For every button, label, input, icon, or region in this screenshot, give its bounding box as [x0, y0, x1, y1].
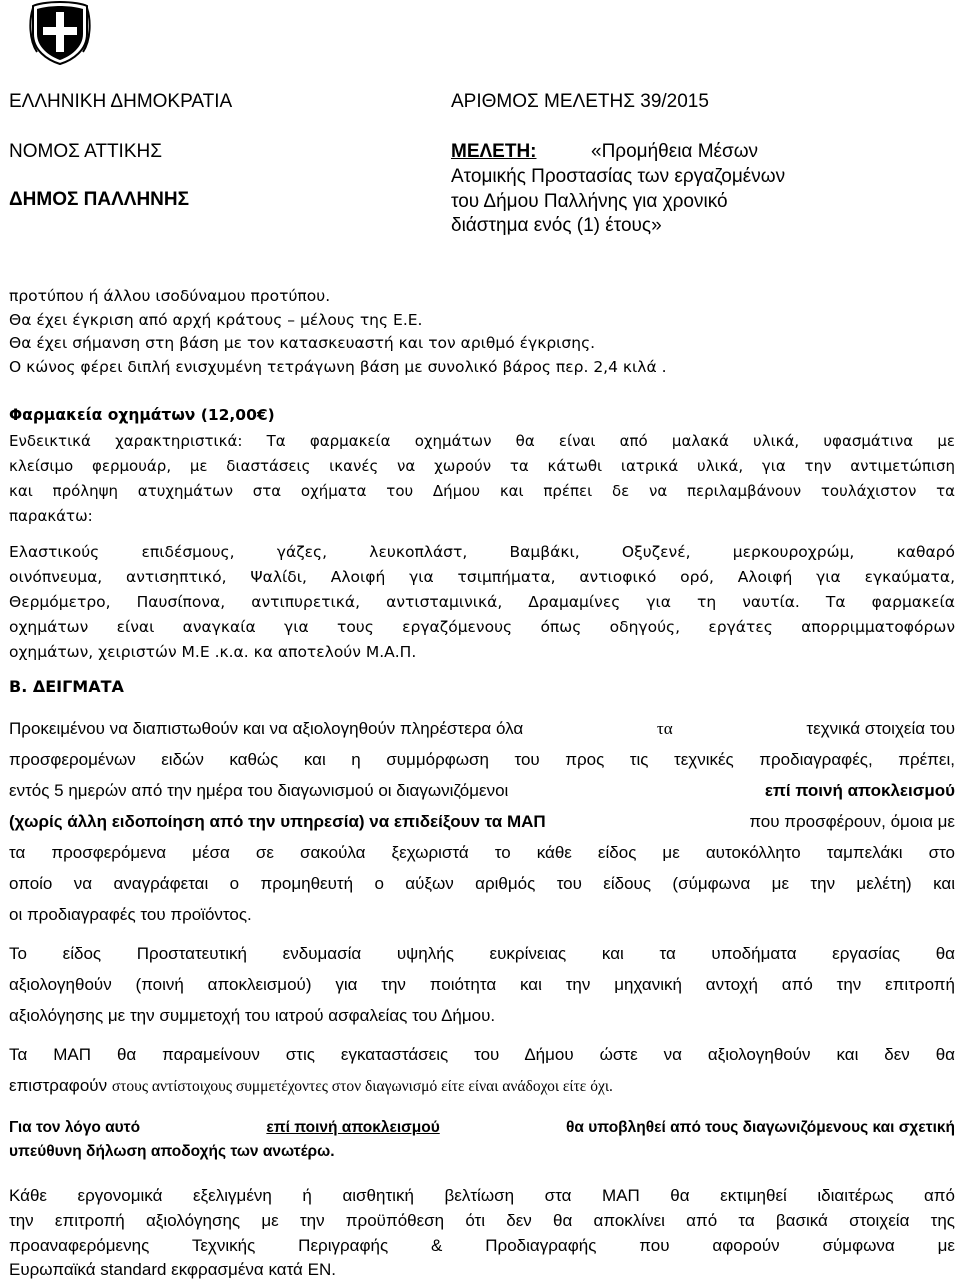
first-aid-items-line: οινόπνευμα, αντισηπτικό, Ψαλίδι, Αλοιφή για τσιμπήματα, αντιοφικό ορό, Αλοιφή για εγκαύματα,	[9, 568, 955, 586]
first-aid-text-line: κλείσιμο φερμουάρ, με διαστάσεις ικανές να χωρούν τα κάτωθι ιατρικά υλικά, για την αντιμετώπιση	[9, 457, 955, 475]
samples-text-line: την επιτροπή αξιολόγησης με την προϋπόθεση ότι δεν θα αποκλίνει από τα βασικά στοιχεία της	[9, 1211, 955, 1230]
samples-text-line: τα προσφερόμενα μέσα σε σακούλα ξεχωριστά το κάθε είδος με αυτοκόλλητο ταμπελάκι στο	[9, 843, 955, 862]
samples-text-line	[9, 1076, 613, 1096]
first-aid-title: Φαρμακεία οχημάτων (12,00€)	[9, 406, 275, 424]
intro-line: Θα έχει έγκριση από αρχή κράτους – μέλους της Ε.Ε.	[9, 311, 423, 329]
study-title-line: «Προμήθεια Μέσων	[591, 141, 759, 162]
samples-text-line	[9, 719, 955, 739]
first-aid-text-line: και πρόληψη ατυχημάτων στα οχήματα του Δήμου και πρέπει δε να περιλαμβάνουν τουλάχιστον τα	[9, 482, 955, 500]
first-aid-items-line: οχημάτων είναι αναγκαία για τους εργαζόμενους όπως οδηγούς, εργάτες απορριμματοφόρων	[9, 618, 955, 636]
samples-text-segment: που προσφέρουν, όμοια με	[749, 812, 955, 831]
study-title-line: διάστημα ενός (1) έτους»	[451, 215, 662, 236]
municipality-label: ΔΗΜΟΣ ΠΑΛΛΗΝΗΣ	[9, 189, 190, 210]
samples-text-segment: στους αντίστοιχους συμμετέχοντες στον διαγωνισμό είτε είναι ανάδοχοι είτε όχι.	[111, 1078, 613, 1095]
samples-text-line: αξιολογηθούν (ποινή αποκλεισμού) για την ποιότητα και την μηχανική αντοχή από την επιτροπή	[9, 975, 955, 994]
samples-text-line: Ευρωπαϊκά standard εκφρασμένα κατά ΕΝ.	[9, 1260, 336, 1279]
samples-text-segment: εντός 5 ημερών από την ημέρα του διαγωνισμού οι διαγωνιζόμενοι	[9, 781, 509, 800]
first-aid-items-line: Θερμόμετρο, Παυσίπονα, αντιπυρετικά, αντισταμινικά, Δραμαμίνες για τη ναυτία. Τα φαρμακεία	[9, 593, 955, 611]
samples-text-line: προσφερομένων ειδών καθώς και η συμμόρφωση του προς τις τεχνικές προδιαγραφές, πρέπει,	[9, 750, 955, 769]
first-aid-items-line: οχημάτων, χειριστών Μ.Ε .κ.α. κα αποτελούν Μ.Α.Π.	[9, 643, 417, 661]
samples-heading: Β. ΔΕΙΓΜΑΤΑ	[9, 677, 124, 696]
samples-text-line	[9, 1119, 955, 1137]
intro-line: Ο κώνος φέρει διπλή ενισχυμένη τετράγωνη βάση με συνολικό βάρος περ. 2,4 κιλά .	[9, 358, 667, 376]
samples-text-segment: επί ποινή αποκλεισμού	[764, 781, 955, 800]
first-aid-text-line: Ενδεικτικά χαρακτηριστικά: Τα φαρμακεία οχημάτων θα είναι από μαλακά υλικά, υφασμάτινα με	[9, 432, 955, 450]
study-title-line: του Δήμου Παλλήνης για χρονικό	[451, 191, 728, 212]
intro-line: προτύπου ή άλλου ισοδύναμου προτύπου.	[9, 287, 331, 305]
samples-text-segment: θα υποβληθεί από τους διαγωνιζόμενους και σχετική	[566, 1119, 955, 1136]
samples-text-segment: τεχνικά στοιχεία του	[806, 719, 955, 738]
first-aid-items-line: Ελαστικούς επιδέσμους, γάζες, λευκοπλάστ, Βαμβάκι, Οξυζενέ, μερκουροχρώμ, καθαρό	[9, 543, 955, 561]
samples-text-segment: τα	[656, 719, 673, 738]
samples-text-line: προαναφερόμενης Τεχνικής Περιγραφής & Προδιαγραφής που αφορούν σύμφωνα με	[9, 1236, 955, 1255]
samples-text-segment: επιστραφούν	[9, 1076, 108, 1095]
samples-text-line: υπεύθυνη δήλωση αποδοχής των ανωτέρω.	[9, 1143, 335, 1160]
samples-text-line: Τα ΜΑΠ θα παραμείνουν στις εγκαταστάσεις του Δήμου ώστε να αξιολογηθούν και δεν θα	[9, 1045, 955, 1064]
samples-text-segment: Προκειμένου να διαπιστωθούν και να αξιολογηθούν πληρέστερα όλα	[9, 719, 524, 738]
samples-text-line: οι προδιαγραφές του προϊόντος.	[9, 905, 252, 924]
intro-line: Θα έχει σήμανση στη βάση με τον κατασκευαστή και τον αριθμό έγκρισης.	[9, 334, 596, 352]
country-label: ΕΛΛΗΝΙΚΗ ΔΗΜΟΚΡΑΤΙΑ	[9, 91, 233, 112]
first-aid-text-line: παρακάτω:	[9, 507, 93, 525]
study-number: ΑΡΙΘΜΟΣ ΜΕΛΕΤΗΣ 39/2015	[451, 91, 709, 112]
samples-text-line: Κάθε εργονομικά εξελιγμένη ή αισθητική βελτίωση στα ΜΑΠ θα εκτιμηθεί ιδιαιτέρως από	[9, 1186, 955, 1205]
study-title-line: Ατομικής Προστασίας των εργαζομένων	[451, 166, 786, 187]
samples-text-line	[9, 812, 955, 832]
greek-emblem-icon	[29, 0, 91, 66]
samples-text-segment: Για τον λόγο αυτό	[9, 1119, 141, 1136]
samples-text-line: Το είδος Προστατευτική ενδυμασία υψηλής ευκρίνειας και τα υποδήματα εργασίας θα	[9, 944, 955, 963]
study-label: ΜΕΛΕΤΗ:	[451, 141, 537, 162]
samples-text-line: αξιολόγησης με την συμμετοχή του ιατρού ασφαλείας του Δήμου.	[9, 1006, 496, 1025]
samples-text-segment: (χωρίς άλλη ειδοποίηση από την υπηρεσία) να επιδείξουν τα ΜΑΠ	[9, 812, 546, 831]
samples-text-line: οποίο να αναγράφεται ο προμηθευτή ο αύξων αριθμός του είδους (σύμφωνα με την μελέτη) και	[9, 874, 955, 893]
prefecture-label: ΝΟΜΟΣ ΑΤΤΙΚΗΣ	[9, 141, 162, 162]
samples-text-segment: επί ποινή αποκλεισμού	[266, 1119, 440, 1136]
samples-text-line	[9, 781, 955, 801]
